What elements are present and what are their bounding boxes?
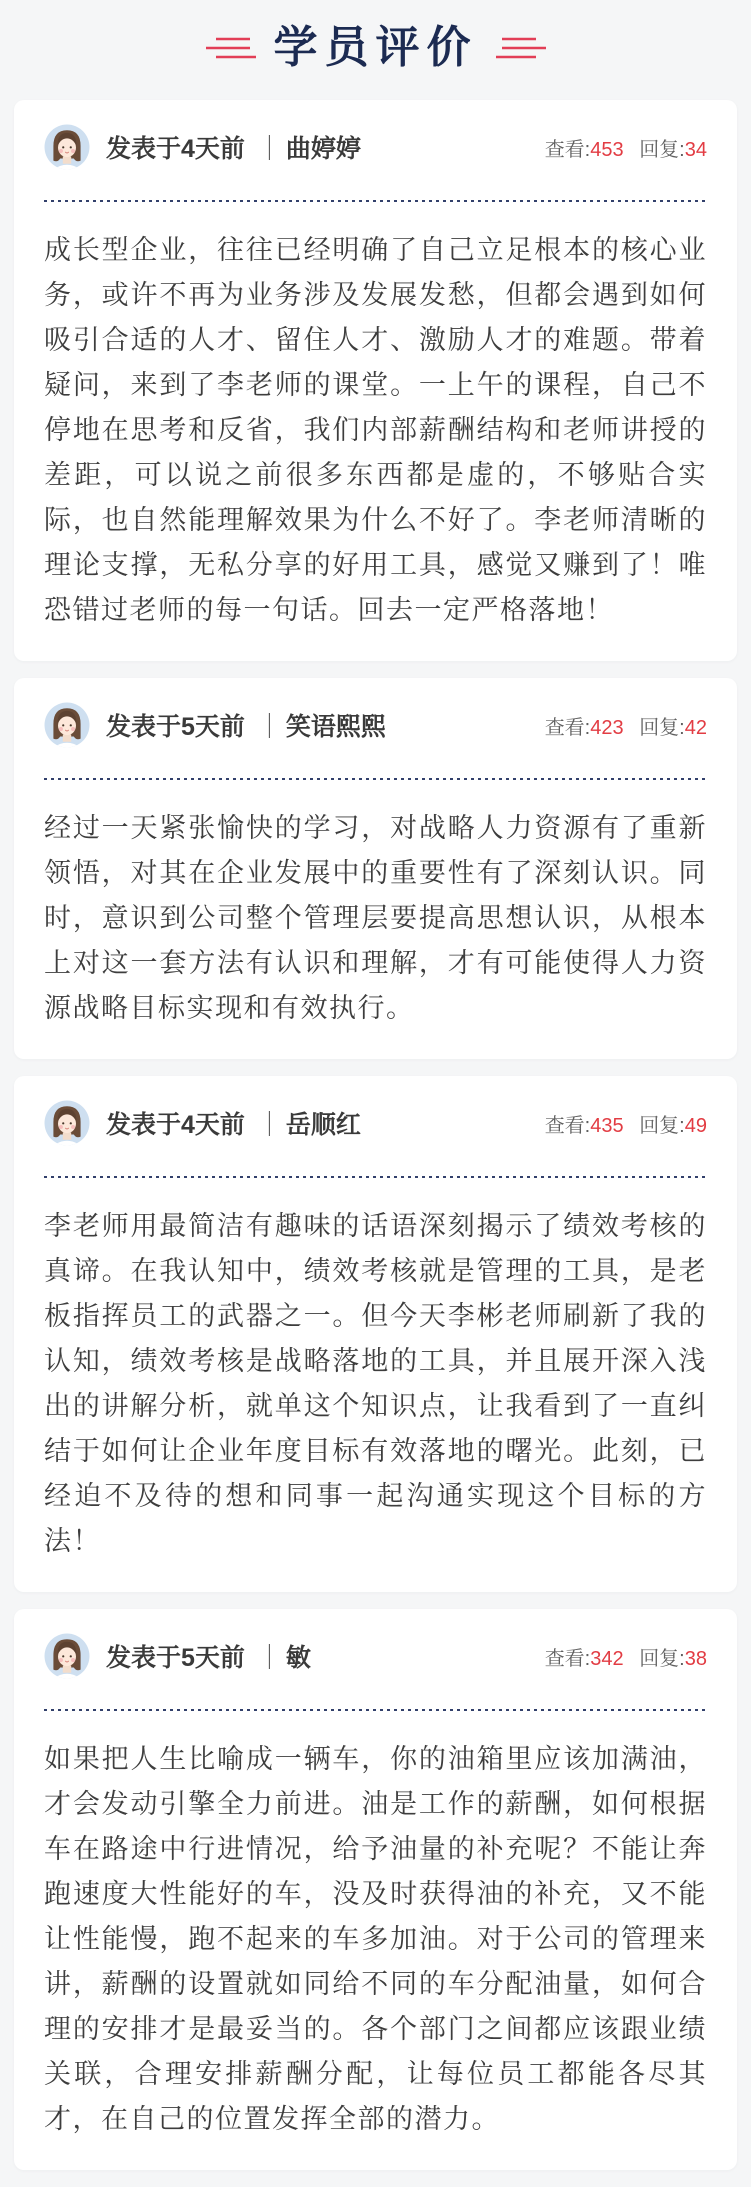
replies-label: 回复: [639, 716, 685, 739]
posted-time: 发表于4天前 [106, 1111, 245, 1139]
review-card-header [44, 1633, 707, 1679]
name-divider: ｜ [256, 713, 282, 741]
view-reply-stats [545, 133, 707, 162]
review-content: 经过一天紧张愉快的学习，对战略人力资源有了重新领悟，对其在企业发展中的重要性有了深刻认识。同时，意识到公司整个管理层要提高思想认识，从根本上对这一套方法有认识和理解，才有可能使得人力资源战略目标实现和有效执行。 [44, 813, 707, 1023]
dashed-divider [44, 1709, 707, 1711]
review-content: 如果把人生比喻成一辆车，你的油箱里应该加满油，才会发动引擎全力前进。油是工作的薪酬，如何根据车在路途中行进情况，给予油量的补充呢？不能让奔跑速度大性能好的车，没及时获得油的补充，又不能让性能慢，跑不起来的车多加油。对于公司的管理来讲，薪酬的设置就如同给不同的车分配油量，如何合理的安排才是最妥当的。各个部门之间都应该跟业绩关联，合理安排薪酬分配，让每位员工都能各尽其才，在自己的位置发挥全部的潜力。 [44, 1744, 707, 2134]
review-card [14, 678, 737, 1059]
review-card [14, 100, 737, 661]
dashed-divider [44, 1176, 707, 1178]
reviewer-avatar [44, 1100, 90, 1146]
reviewer-line [106, 129, 361, 165]
name-divider: ｜ [256, 1111, 282, 1139]
reviewer-avatar [44, 124, 90, 170]
views-label: 查看: [544, 1647, 591, 1670]
review-card-header [44, 1100, 707, 1146]
view-reply-stats [545, 1109, 707, 1138]
name-divider: ｜ [256, 1644, 282, 1672]
replies-count: 42 [684, 716, 707, 739]
posted-time: 发表于4天前 [106, 135, 245, 163]
title-deco-lines-right [496, 35, 548, 61]
views-label: 查看: [544, 138, 591, 161]
replies-label: 回复: [639, 1647, 685, 1670]
reviewer-line [106, 1105, 361, 1141]
dashed-divider [44, 778, 707, 780]
posted-time: 发表于5天前 [106, 713, 245, 741]
review-content: 成长型企业，往往已经明确了自己立足根本的核心业务，或许不再为业务涉及发展发愁，但都会遇到如何吸引合适的人才、留住人才、激励人才的难题。带着疑问，来到了李老师的课堂。一上午的课程，自己不停地在思考和反省，我们内部薪酬结构和老师讲授的差距，可以说之前很多东西都是虚的，不够贴合实际，也自然能理解效果为什么不好了。李老师清晰的理论支撑，无私分享的好用工具，感觉又赚到了！唯恐错过老师的每一句话。回去一定严格落地！ [44, 235, 707, 625]
reviewer-name: 岳顺红 [285, 1111, 361, 1139]
views-count: 453 [590, 138, 624, 161]
replies-count: 49 [684, 1114, 707, 1137]
review-card-header [44, 702, 707, 748]
views-count: 423 [590, 716, 624, 739]
reviewer-line [106, 707, 386, 743]
review-card [14, 1076, 737, 1592]
review-list [0, 100, 751, 2170]
views-label: 查看: [544, 716, 591, 739]
review-card [14, 1609, 737, 2170]
reviewer-avatar [44, 702, 90, 748]
page-title: 学员评价 [273, 23, 478, 72]
replies-count: 34 [684, 138, 707, 161]
title-deco-lines-left [204, 35, 256, 61]
view-reply-stats [545, 711, 707, 740]
replies-label: 回复: [639, 1114, 685, 1137]
replies-count: 38 [684, 1647, 707, 1670]
page-header [0, 0, 751, 100]
reviewer-line [106, 1638, 311, 1674]
views-count: 342 [590, 1647, 624, 1670]
review-card-header [44, 124, 707, 170]
reviewer-name: 曲婷婷 [285, 135, 361, 163]
reviewer-avatar [44, 1633, 90, 1679]
dashed-divider [44, 200, 707, 202]
reviewer-name: 笑语熙熙 [285, 713, 386, 741]
replies-label: 回复: [639, 138, 685, 161]
reviewer-name: 敏 [285, 1644, 311, 1672]
review-content: 李老师用最简洁有趣味的话语深刻揭示了绩效考核的真谛。在我认知中，绩效考核就是管理的工具，是老板指挥员工的武器之一。但今天李彬老师刷新了我的认知，绩效考核是战略落地的工具，并且展开深入浅出的讲解分析，就单这个知识点，让我看到了一直纠结于如何让企业年度目标有效落地的曙光。此刻，已经迫不及待的想和同事一起沟通实现这个目标的方法！ [44, 1211, 707, 1556]
view-reply-stats [545, 1642, 707, 1671]
posted-time: 发表于5天前 [106, 1644, 245, 1672]
name-divider: ｜ [256, 135, 282, 163]
views-label: 查看: [544, 1114, 591, 1137]
views-count: 435 [590, 1114, 624, 1137]
